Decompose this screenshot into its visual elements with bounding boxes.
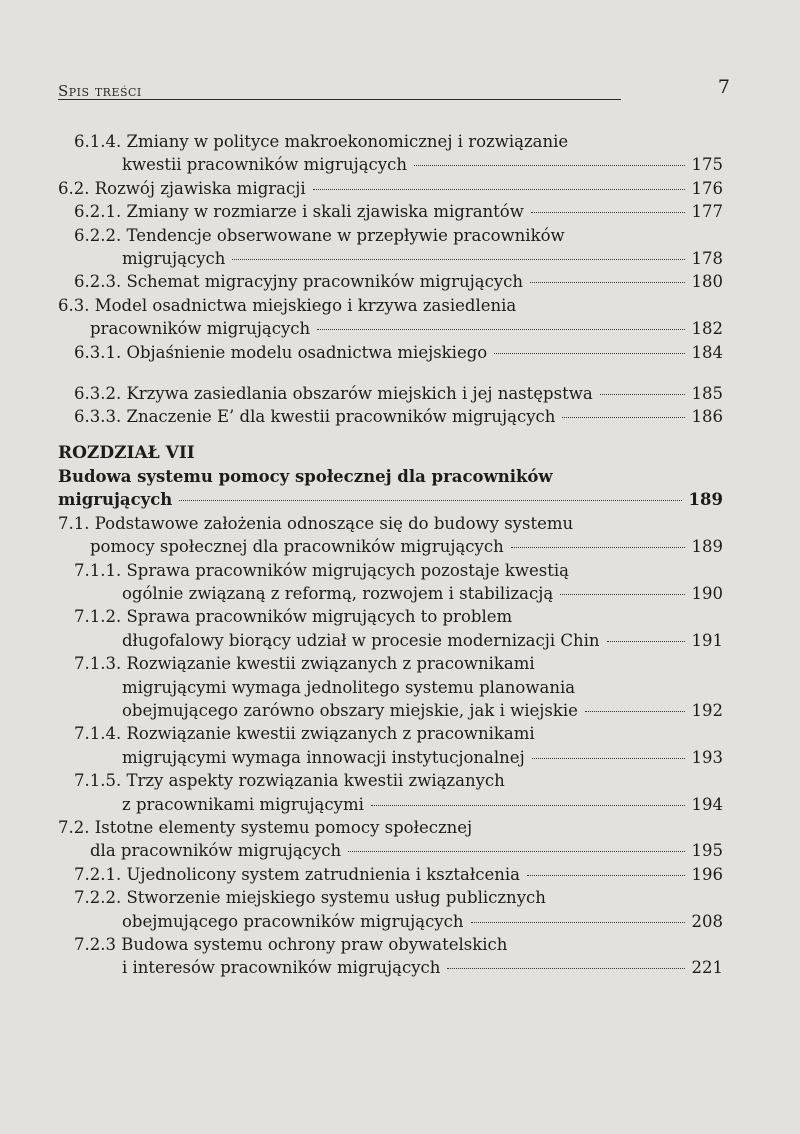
toc-entry-title: 6.2. Rozwój zjawiska migracji <box>58 178 306 198</box>
toc-entry-page: 175 <box>691 155 723 175</box>
toc-entry-page: 190 <box>691 584 723 604</box>
toc-entry-title: migrującymi wymaga jednolitego systemu planowania <box>122 677 576 697</box>
toc-entry-title: z pracownikami migrującymi <box>122 794 364 814</box>
toc-entry-last-line <box>58 341 723 364</box>
chapter-title-text: migrujących <box>58 490 173 510</box>
toc-entry-last-line <box>58 793 723 816</box>
chapter-heading <box>58 442 723 512</box>
dot-leader <box>414 165 685 166</box>
toc-group-chapter-6 <box>58 130 723 364</box>
toc-entry-last-line <box>58 247 723 270</box>
toc-entry <box>58 382 723 405</box>
toc-entry-last-line <box>58 629 723 652</box>
toc-entry-line <box>58 933 723 956</box>
toc-entry-line <box>58 559 723 582</box>
chapter-page: 189 <box>688 490 723 510</box>
toc-entry <box>58 722 723 769</box>
dot-leader <box>585 711 685 712</box>
toc-entry-line <box>58 605 723 628</box>
dot-leader <box>531 212 685 213</box>
dot-leader <box>313 189 685 190</box>
toc-entry-title: 7.2. Istotne elementy systemu pomocy społecznej <box>58 817 473 837</box>
toc-entry-last-line <box>58 177 723 200</box>
dot-leader <box>371 805 685 806</box>
toc-entry-page: 176 <box>691 178 723 198</box>
toc-entry-title: ogólnie związaną z reformą, rozwojem i stabilizacją <box>122 584 554 604</box>
dot-leader <box>232 259 684 260</box>
toc-entry-title: 6.3.1. Objaśnienie modelu osadnictwa miejskiego <box>74 342 488 362</box>
toc-entry-page: 192 <box>691 700 723 720</box>
dot-leader <box>348 851 684 852</box>
toc-entry-title: 7.1.5. Trzy aspekty rozwiązania kwestii związanych <box>74 771 505 791</box>
toc-entry <box>58 559 723 606</box>
toc-entry-page: 178 <box>691 248 723 268</box>
dot-leader <box>494 353 684 354</box>
toc-entry-page: 191 <box>691 630 723 650</box>
toc-entry <box>58 341 723 364</box>
toc-entry-page: 193 <box>691 747 723 767</box>
toc-entry-last-line <box>58 746 723 769</box>
chapter-label: ROZDZIAŁ VII <box>58 442 195 463</box>
toc-entry-last-line <box>58 200 723 223</box>
dot-leader <box>530 282 684 283</box>
dot-leader <box>532 758 685 759</box>
toc-entry-line <box>58 722 723 745</box>
toc-entry <box>58 512 723 559</box>
toc-entry <box>58 130 723 177</box>
toc-entry-line <box>58 512 723 535</box>
toc-entry-title: migrującymi wymaga innowacji instytucjonalnej <box>122 747 525 767</box>
toc-entry-title: 7.1.3. Rozwiązanie kwestii związanych z pracownikami <box>74 654 535 674</box>
toc-entry-title: 6.3.3. Znaczenie E’ dla kwestii pracowników migrujących <box>74 407 556 427</box>
toc-entry-last-line <box>58 153 723 176</box>
dot-leader <box>607 641 685 642</box>
toc-entry-page: 208 <box>691 911 723 931</box>
toc-entry <box>58 224 723 271</box>
toc-entry-line <box>58 294 723 317</box>
dot-leader <box>527 875 685 876</box>
toc-entry-page: 194 <box>691 794 723 814</box>
toc-entry-title: 6.3. Model osadnictwa miejskiego i krzywa zasiedlenia <box>58 295 517 315</box>
toc-entry-title: pomocy społecznej dla pracowników migrujących <box>90 537 504 557</box>
dot-leader <box>179 500 681 501</box>
dot-leader <box>511 547 685 548</box>
toc-entry-last-line <box>58 405 723 428</box>
dot-leader <box>560 594 684 595</box>
toc-entry-title: kwestii pracowników migrujących <box>122 155 407 175</box>
toc-group-chapter-6-end <box>58 382 723 429</box>
toc-entry <box>58 294 723 341</box>
dot-leader <box>600 394 685 395</box>
chapter-title-last-line <box>58 488 723 511</box>
toc-entry-page: 189 <box>691 537 723 557</box>
toc-entry <box>58 200 723 223</box>
toc-entry-title: obejmującego pracowników migrujących <box>122 911 464 931</box>
toc-entry <box>58 405 723 428</box>
toc-entry <box>58 863 723 886</box>
toc-entry-title: 7.2.2. Stworzenie miejskiego systemu usług publicznych <box>74 888 546 908</box>
dot-leader <box>471 922 685 923</box>
toc-entry-title: długofalowy biorący udział w procesie modernizacji Chin <box>122 630 600 650</box>
dot-leader <box>447 968 684 969</box>
toc-entry <box>58 933 723 980</box>
toc-entry-last-line <box>58 382 723 405</box>
toc-entry <box>58 769 723 816</box>
toc-entry-last-line <box>58 863 723 886</box>
toc-entry-title: 7.1.4. Rozwiązanie kwestii związanych z pracownikami <box>74 724 535 744</box>
toc-entry-title: 6.3.2. Krzywa zasiedlania obszarów miejskich i jej następstwa <box>74 383 593 403</box>
toc-group-chapter-7 <box>58 512 723 980</box>
toc-entry <box>58 177 723 200</box>
toc-entry-last-line <box>58 839 723 862</box>
chapter-title-line: Budowa systemu pomocy społecznej dla pracowników <box>58 467 553 487</box>
toc-entry-page: 182 <box>691 319 723 339</box>
toc-entry-title: pracowników migrujących <box>90 319 311 339</box>
toc-entry-line <box>58 652 723 675</box>
toc-entry-title: 7.1. Podstawowe założenia odnoszące się do budowy systemu <box>58 513 574 533</box>
dot-leader <box>317 329 684 330</box>
toc-entry-last-line <box>58 270 723 293</box>
toc-entry <box>58 605 723 652</box>
toc-entry-page: 185 <box>691 383 723 403</box>
toc-entry-title: 6.2.2. Tendencje obserwowane w przepływie pracowników <box>74 225 565 245</box>
toc-entry-title: i interesów pracowników migrujących <box>122 958 441 978</box>
toc-entry-page: 186 <box>691 407 723 427</box>
toc-entry-title: 7.1.1. Sprawa pracowników migrujących pozostaje kwestią <box>74 560 569 580</box>
toc-entry-last-line <box>58 582 723 605</box>
toc-entry-last-line <box>58 956 723 979</box>
toc-entry-page: 180 <box>691 272 723 292</box>
toc-entry-last-line <box>58 535 723 558</box>
toc-entry-page: 195 <box>691 841 723 861</box>
toc-entry-page: 221 <box>691 958 723 978</box>
toc-entry-title: 7.1.2. Sprawa pracowników migrujących to problem <box>74 607 513 627</box>
toc-entry-last-line <box>58 910 723 933</box>
dot-leader <box>562 417 684 418</box>
chapter-spacer <box>58 429 723 442</box>
header-rule <box>58 99 621 100</box>
toc-entry-line <box>58 676 723 699</box>
toc-entry-page: 184 <box>691 342 723 362</box>
toc-entry-title: 6.2.3. Schemat migracyjny pracowników migrujących <box>74 272 524 292</box>
toc-entry-line <box>58 769 723 792</box>
toc-spacer <box>58 364 723 382</box>
toc-entry-title: dla pracowników migrujących <box>90 841 342 861</box>
toc-entry-last-line <box>58 317 723 340</box>
toc-entry <box>58 270 723 293</box>
toc-entry-title: migrujących <box>122 248 226 268</box>
toc-entry-line <box>58 130 723 153</box>
toc-entry-title: 7.2.3 Budowa systemu ochrony praw obywatelskich <box>74 934 508 954</box>
toc-entry-line <box>58 224 723 247</box>
toc-entry-page: 196 <box>691 864 723 884</box>
toc-entry-line <box>58 816 723 839</box>
toc-entry <box>58 886 723 933</box>
toc-entry-title: 6.1.4. Zmiany w polityce makroekonomicznej i rozwiązanie <box>74 132 569 151</box>
page-number: 7 <box>717 76 730 98</box>
toc-entry-line <box>58 886 723 909</box>
toc-entry-last-line <box>58 699 723 722</box>
toc-entry <box>58 816 723 863</box>
toc-entry-title: 6.2.1. Zmiany w rozmiarze i skali zjawiska migrantów <box>74 202 524 222</box>
toc-entry-title: 7.2.1. Ujednolicony system zatrudnienia i kształcenia <box>74 864 520 884</box>
toc-entry-title: obejmującego zarówno obszary miejskie, jak i wiejskie <box>122 700 578 720</box>
table-of-contents <box>58 130 723 980</box>
toc-entry <box>58 652 723 722</box>
toc-entry-page: 177 <box>691 202 723 222</box>
running-head: Spis treści <box>58 82 142 100</box>
